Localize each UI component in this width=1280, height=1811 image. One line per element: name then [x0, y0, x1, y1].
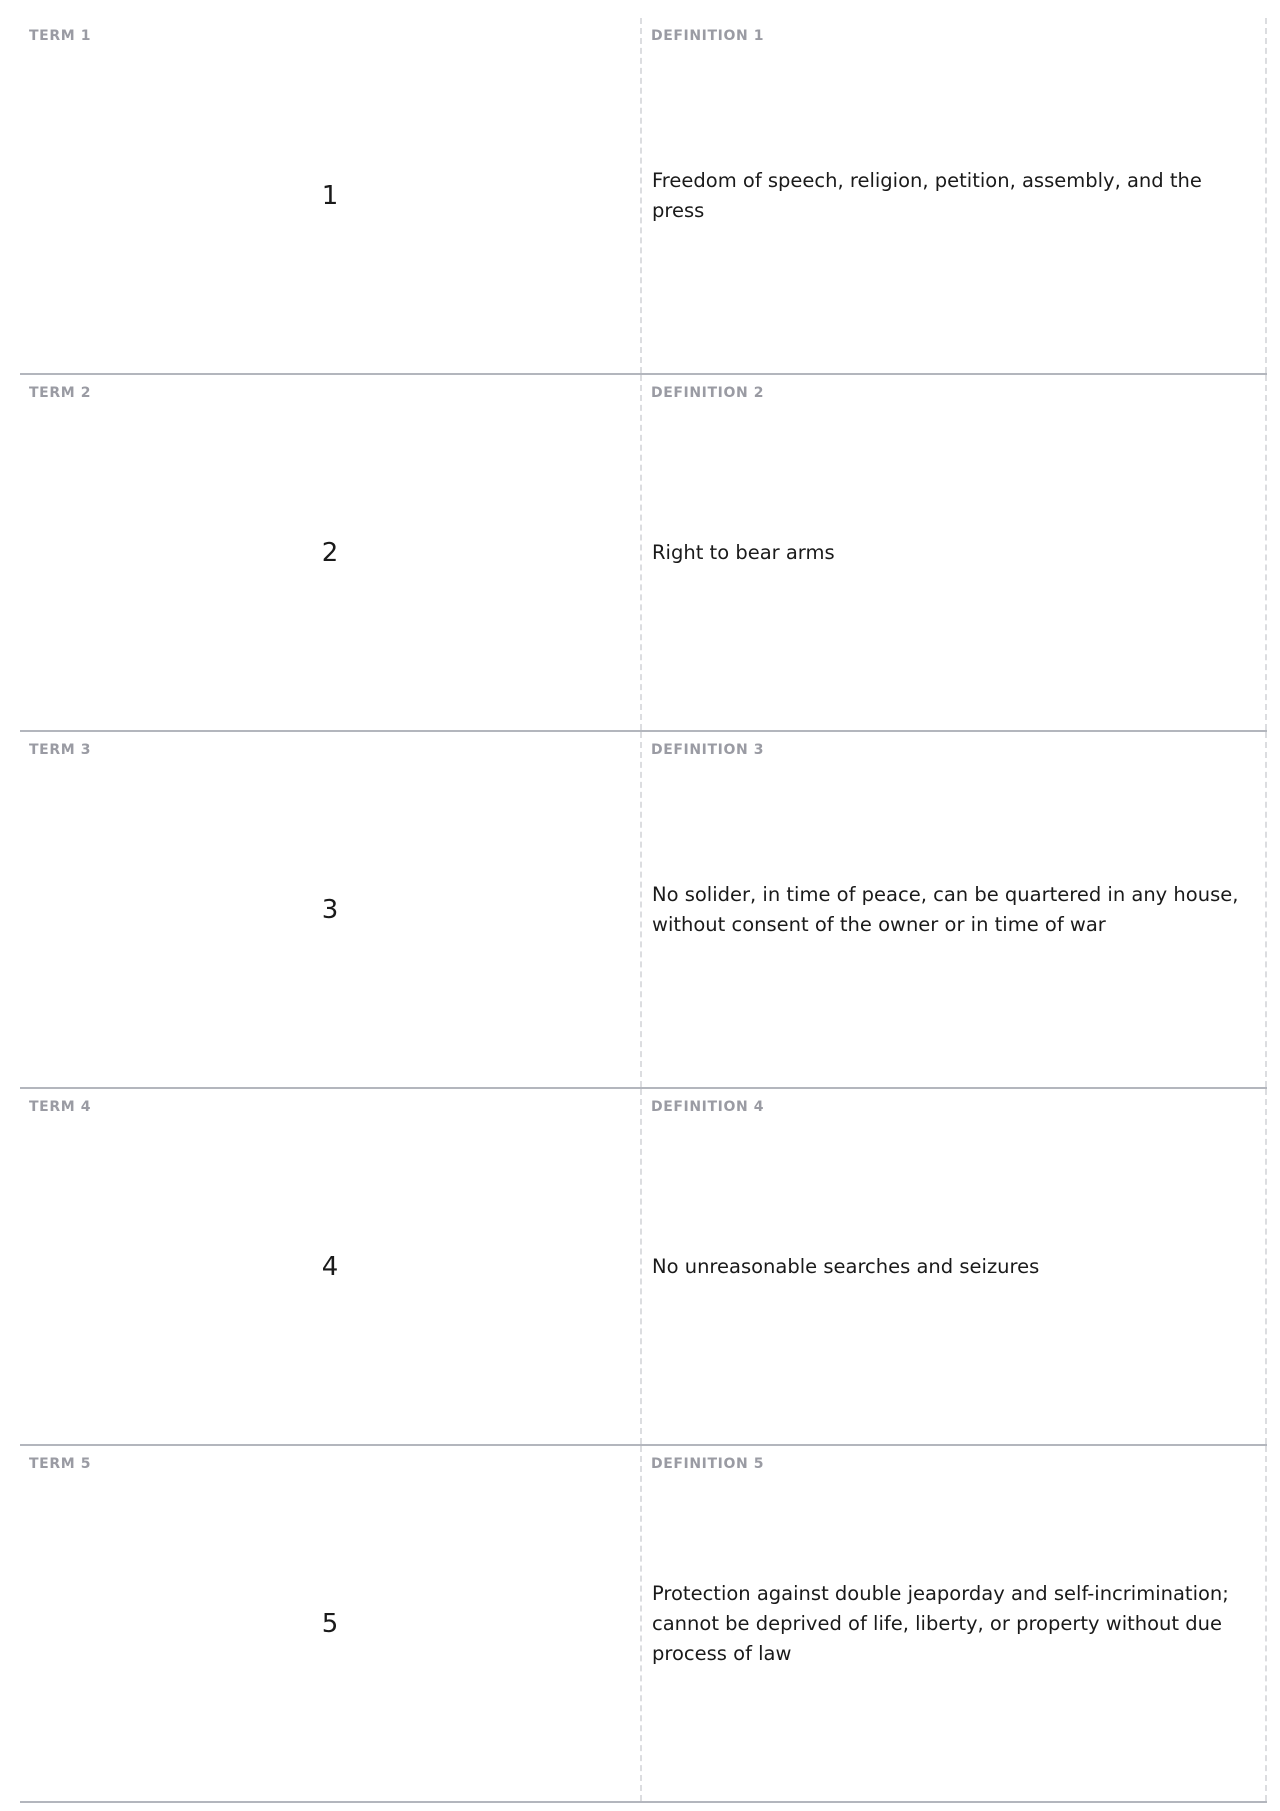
definition-text: Right to bear arms — [652, 540, 835, 564]
definition-cell-5 — [642, 1446, 1267, 1801]
card-row-1 — [20, 18, 1267, 375]
definition-text: No solider, in time of peace, can be quartered in any house, without consent of the owner or in time of war — [652, 882, 1239, 936]
definition-label: DEFINITION 2 — [651, 385, 765, 401]
term-cell-1 — [20, 18, 642, 373]
definition-cell-2 — [642, 375, 1267, 730]
definition-label: DEFINITION 3 — [651, 742, 765, 758]
definition-cell-4 — [642, 1089, 1267, 1444]
term-label: TERM 1 — [29, 28, 92, 44]
term-label: TERM 2 — [29, 385, 92, 401]
definition-label: DEFINITION 5 — [651, 1456, 765, 1472]
definition-cell-3 — [642, 732, 1267, 1087]
definition-text: No unreasonable searches and seizures — [652, 1254, 1040, 1278]
card-row-2 — [20, 375, 1267, 732]
term-label: TERM 4 — [29, 1099, 92, 1115]
definition-cell-1 — [642, 18, 1267, 373]
term-text: 4 — [321, 1251, 339, 1282]
card-row-5 — [20, 1446, 1267, 1803]
definition-label: DEFINITION 4 — [651, 1099, 765, 1115]
term-text: 2 — [321, 537, 339, 568]
term-label: TERM 3 — [29, 742, 92, 758]
card-row-4 — [20, 1089, 1267, 1446]
definition-text: Freedom of speech, religion, petition, assembly, and the press — [652, 168, 1202, 222]
term-label: TERM 5 — [29, 1456, 92, 1472]
flashcard-sheet — [20, 18, 1267, 1803]
term-cell-4 — [20, 1089, 642, 1444]
card-row-3 — [20, 732, 1267, 1089]
term-cell-2 — [20, 375, 642, 730]
term-cell-3 — [20, 732, 642, 1087]
term-cell-5 — [20, 1446, 642, 1801]
definition-text: Protection against double jeaporday and self-incrimination; cannot be deprived of life, liberty, or property without due process of law — [652, 1581, 1229, 1665]
term-text: 3 — [321, 894, 339, 925]
term-text: 5 — [321, 1608, 339, 1639]
term-text: 1 — [321, 180, 339, 211]
definition-label: DEFINITION 1 — [651, 28, 765, 44]
